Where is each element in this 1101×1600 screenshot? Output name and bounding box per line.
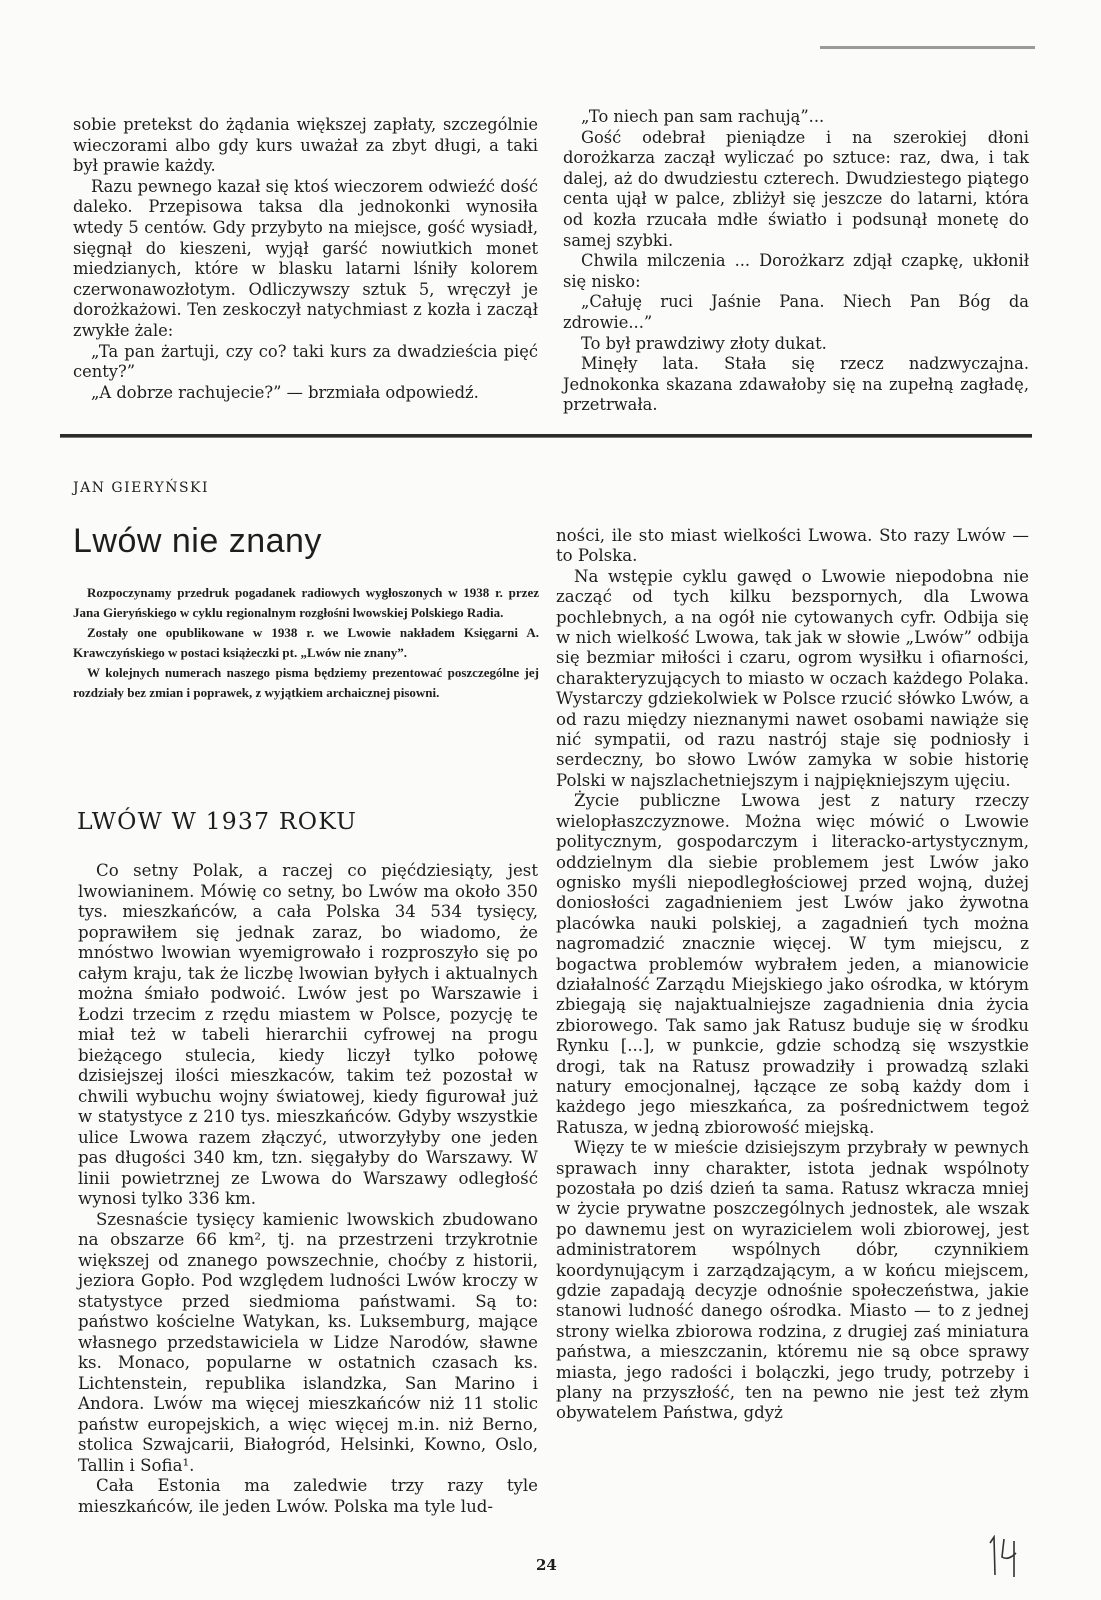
handwritten-page-number [986, 1535, 1022, 1579]
intro-paragraph: W kolejnych numerach naszego pisma będziemy prezentować poszczególne jej rozdziały bez zmian i poprawek, z wyjątkiem archaicznej pisowni. [73, 665, 539, 701]
body-right-column [556, 526, 1029, 1424]
paragraph: Na wstępie cyklu gawęd o Lwowie niepodobna nie zacząć od tych kilku bezspornych, dla Lwowa pochlebnych, a na ogół nie cytowanych cyfr. Odbija się w nich wielkość Lwowa, tak jak w słowie „Lwów” odbija się bezmiar miłości i czaru, ogrom wysiłku i ofiarności, charakteryzujących to miasto w oczach każdego Polaka. Wystarczy gdziekolwiek w Polsce rzucić słówko Lwów, a od razu między nieznanymi nawet osobami nawiąże się nić sympatii, od razu nastrój staje się podniosły i serdeczny, bo słowo Lwów zamyka w sobie historię Polski w najszlachetniejszym i najpiękniejszym ujęciu. [556, 566, 1029, 790]
paragraph: Razu pewnego kazał się ktoś wieczorem odwieźć dość daleko. Przepisowa taksa dla jednokonki wynosiła wtedy 5 centów. Gdy przybyto na miejsce, gość wysiadł, sięgnął do kieszeni, wyjął garść nowiutkich monet miedzianych, które w blasku latarni lśniły kolorem czerwonawozłotym. Odliczywszy sztuk 5, wręczył je dorożkażowi. Ten zeskoczył natychmiast z kozła i zaczął zwykłe żale: [73, 176, 538, 340]
paragraph: Minęły lata. Stała się rzecz nadzwyczajna. Jednokonka skazana zdawałoby się na zupełną zagładę, przetrwała. [563, 354, 1029, 415]
paragraph: Cała Estonia ma zaledwie trzy razy tyle mieszkańców, ile jeden Lwów. Polska ma tyle lud- [78, 1476, 538, 1516]
intro-paragraph: Zostały one opublikowane w 1938 r. we Lwowie nakładem Księgarni A. Krawczyńskiego w postaci książeczki pt. „Lwów nie znany”. [73, 625, 539, 661]
paragraph: Więzy te w mieście dzisiejszym przybrały w pewnych sprawach inny charakter, istota jednak wspólnoty pozostała po dziś dzień ta sama. Ratusz wkracza mniej w życie prywatne poszczególnych jednostek, ale wszak po dawnemu jest on wyrazicielem woli zbiorowej, jest administratorem wspólnych dóbr, czynnikiem koordynującym i zarządzającym, a w końcu miejscem, gdzie zapadają decyzje odnośnie społeczeństwa, jakie stanowi ludność danego ośrodka. Miasto — to z jednej strony wielka zbiorowa rodzina, z drugiej zaś miniatura państwa, a mieszczanin, któremu nie są obce sprawy miasta, jego radości i bolączki, jego trudy, potrzeby i plany na przyszłość, ten na pewno nie jest też złym obywatelem Państwa, gdyż [556, 1138, 1029, 1423]
top-right-column [563, 107, 1029, 416]
intro-paragraph: Rozpoczynamy przedruk pogadanek radiowych wygłoszonych w 1938 r. przez Jana Gieryńskiego w cyklu regionalnym rozgłośni lwowskiej Polskiego Radia. [73, 585, 539, 621]
paragraph: To był prawdziwy złoty dukat. [581, 333, 827, 353]
page-number: 24 [536, 1556, 557, 1574]
body-left-column [78, 861, 538, 1517]
paragraph: sobie pretekst do żądania większej zapłaty, szczególnie wieczorami albo gdy kurs uważał za zbyt długi, a taki był prawie każdy. [73, 115, 538, 176]
paragraph: Gość odebrał pieniądze i na szerokiej dłoni dorożkarza zaczął wyliczać po sztuce: raz, dwa, i tak dalej, aż do dwudziestu czterech. Dwudziestego piątego centa ujął w palce, zbliżył się jeszcze do latarni, która od kozła rzucała mdłe światło i podsunął monetę do samej szybki. [563, 127, 1029, 250]
paragraph: „Ta pan żartuji, czy co? taki kurs za dwadzieścia pięć centy?” [73, 341, 538, 382]
author-name: JAN GIERYŃSKI [73, 480, 210, 496]
paragraph: „Całuję ruci Jaśnie Pana. Niech Pan Bóg da zdrowie...” [563, 292, 1029, 332]
editorial-intro [73, 583, 539, 704]
top-left-column [73, 115, 538, 403]
paragraph: „A dobrze rachujecie?” — brzmiała odpowiedź. [91, 382, 479, 402]
paragraph: „To niech pan sam rachują”... [581, 107, 825, 126]
paragraph: Co setny Polak, a raczej co pięćdziesiąty, jest lwowianinem. Mówię co setny, bo Lwów ma około 350 tys. mieszkańców, a cała Polska 34 534 tysięcy, poprawiłem się jednak zaraz, bo wiadomo, że mnóstwo lwowian wyemigrowało i rozproszyło się po całym kraju, tak że liczbę lwowian byłych i aktualnych można śmiało podwoić. Lwów jest po Warszawie i Łodzi trzecim z rzędu miastem w Polsce, pozycję te miał też w tabeli hierarchii cyfrowej na progu bieżącego stulecia, kiedy liczył tylko połowę dzisiejszej ilości mieszkaców, takim też pozostał w chwili wybuchu wojny światowej, kiedy figurował już w statystyce z 210 tys. mieszkańców. Gdyby wszystkie ulice Lwowa razem złączyć, utworzyłyby one jeden pas długości 340 km, tzn. sięgałyby do Warszawy. W linii powietrznej ze Lwowa do Warszawy odległość wynosi tylko 336 km. [78, 861, 538, 1208]
paragraph: ności, ile sto miast wielkości Lwowa. Sto razy Lwów — to Polska. [556, 526, 1029, 566]
top-decorative-rule [820, 46, 1035, 49]
section-heading: LWÓW W 1937 ROKU [77, 807, 358, 835]
paragraph: Chwila milczenia ... Dorożkarz zdjął czapkę, ukłonił się nisko: [563, 251, 1029, 291]
paragraph: Szesnaście tysięcy kamienic lwowskich zbudowano na obszarze 66 km², tj. na przestrzeni trzykrotnie większej od znanego powszechnie, choćby z historii, jeziora Gopło. Pod względem ludności Lwów kroczy w statystyce przed siedmioma państwami. Są to: państwo kościelne Watykan, ks. Luksemburg, mające własnego przedstawiciela w Lidze Narodów, sławne ks. Monaco, popularne w ostatnich czasach ks. Lichtenstein, republika islandzka, San Marino i Andora. Lwów ma więcej mieszkańców niż 11 stolic państw europejskich, a więc więcej m.in. niż Berno, stolica Szwajcarii, Białogród, Helsinki, Kowno, Oslo, Tallin i Sofia¹. [78, 1209, 538, 1475]
section-divider [60, 434, 1032, 438]
article-title: Lwów nie znany [73, 522, 322, 560]
paragraph: Życie publiczne Lwowa jest z natury rzeczy wielopłaszczyznowe. Można więc mówić o Lwowie politycznym, gospodarczym i literacko-artystycznym, oddzielnym dla siebie problemem jest Lwów jako ognisko myśli niepodległościowej przed wojną, dużej doniosłości zagadnieniem jest Lwów jako żywotna placówka nauki polskiej, a zagadnień tych można nagromadzić znacznie więcej. W tym miejscu, z bogactwa problemów wybrałem jeden, a mianowicie działalność Zarządu Miejskiego jako ośrodka, w którym zbiegają się najaktualniejsze zagadnienia dnia życia zbiorowego. Tak samo jak Ratusz buduje się w środku Rynku [...], w punkcie, gdzie schodzą się wszystkie drogi, tak na Ratusz prowadziły i prowadzą szlaki natury emocjonalnej, łączące ze sobą każdy dom i każdego jego mieszkańca, za pośrednictwem tegoż Ratusza, w jedną zbiorowość miejską. [556, 791, 1029, 1137]
